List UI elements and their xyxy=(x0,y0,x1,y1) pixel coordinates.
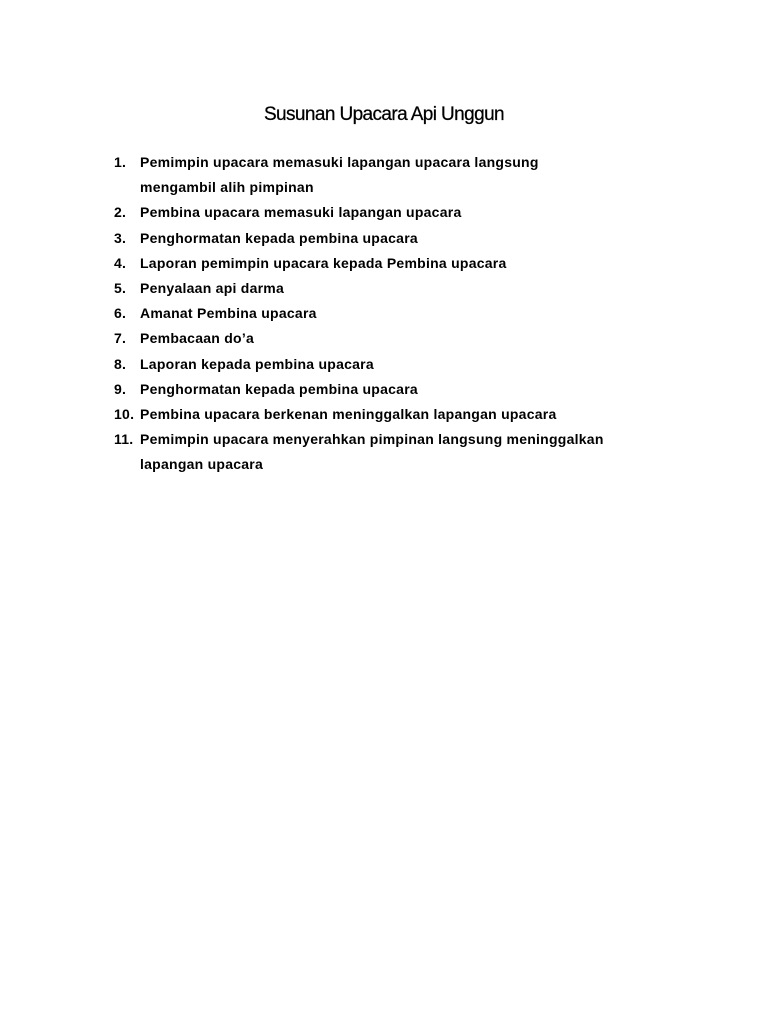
item-number: 10. xyxy=(114,406,135,423)
list-item xyxy=(114,326,674,351)
list-item xyxy=(114,301,674,326)
item-text-line: mengambil alih pimpinan xyxy=(140,179,314,196)
item-number: 7. xyxy=(114,330,127,347)
item-number: 1. xyxy=(114,154,127,170)
list-item xyxy=(114,402,674,427)
item-text-line: Penyalaan api darma xyxy=(140,280,285,297)
item-text-line: Pembacaan do’a xyxy=(140,330,254,347)
ceremony-steps-list xyxy=(114,150,674,478)
item-text-line: Laporan pemimpin upacara kepada Pembina upacara xyxy=(140,254,507,271)
item-text-line: Pemimpin upacara menyerahkan pimpinan langsung meninggalkan xyxy=(140,431,604,448)
list-item xyxy=(114,352,674,377)
item-text-line: Penghormatan kepada pembina upacara xyxy=(140,380,418,397)
item-number: 6. xyxy=(114,305,127,322)
item-text xyxy=(140,226,674,251)
item-text xyxy=(140,301,674,326)
item-text xyxy=(140,402,674,427)
item-text xyxy=(140,326,674,351)
item-number: 11. xyxy=(114,431,134,448)
item-number: 3. xyxy=(114,229,127,246)
item-text xyxy=(140,276,674,301)
item-text-line: Pembina upacara berkenan meninggalkan lapangan upacara xyxy=(140,406,557,423)
list-item xyxy=(114,226,674,251)
item-text-line: Pembina upacara memasuki lapangan upacara xyxy=(140,204,462,221)
item-text xyxy=(140,251,674,276)
list-item xyxy=(114,377,674,402)
item-text-line: Laporan kepada pembina upacara xyxy=(140,355,374,372)
item-number: 5. xyxy=(114,280,127,297)
item-text-line: lapangan upacara xyxy=(140,456,264,473)
item-text xyxy=(140,377,674,402)
list-item xyxy=(114,200,674,225)
item-number: 4. xyxy=(114,254,127,271)
list-item xyxy=(114,276,674,301)
list-item xyxy=(114,251,674,276)
item-text xyxy=(140,352,674,377)
item-text xyxy=(140,427,674,477)
item-text xyxy=(140,150,674,200)
item-number: 2. xyxy=(114,204,127,221)
item-text xyxy=(140,200,674,225)
document-title: Susunan Upacara Api Unggun xyxy=(263,104,505,125)
item-number: 9. xyxy=(114,380,127,397)
item-text-line: Penghormatan kepada pembina upacara xyxy=(140,229,418,246)
list-item xyxy=(114,150,674,200)
item-number: 8. xyxy=(114,355,127,372)
list-item xyxy=(114,427,674,477)
item-text-line: Pemimpin upacara memasuki lapangan upacara langsung xyxy=(140,154,539,170)
item-text-line: Amanat Pembina upacara xyxy=(140,305,317,322)
